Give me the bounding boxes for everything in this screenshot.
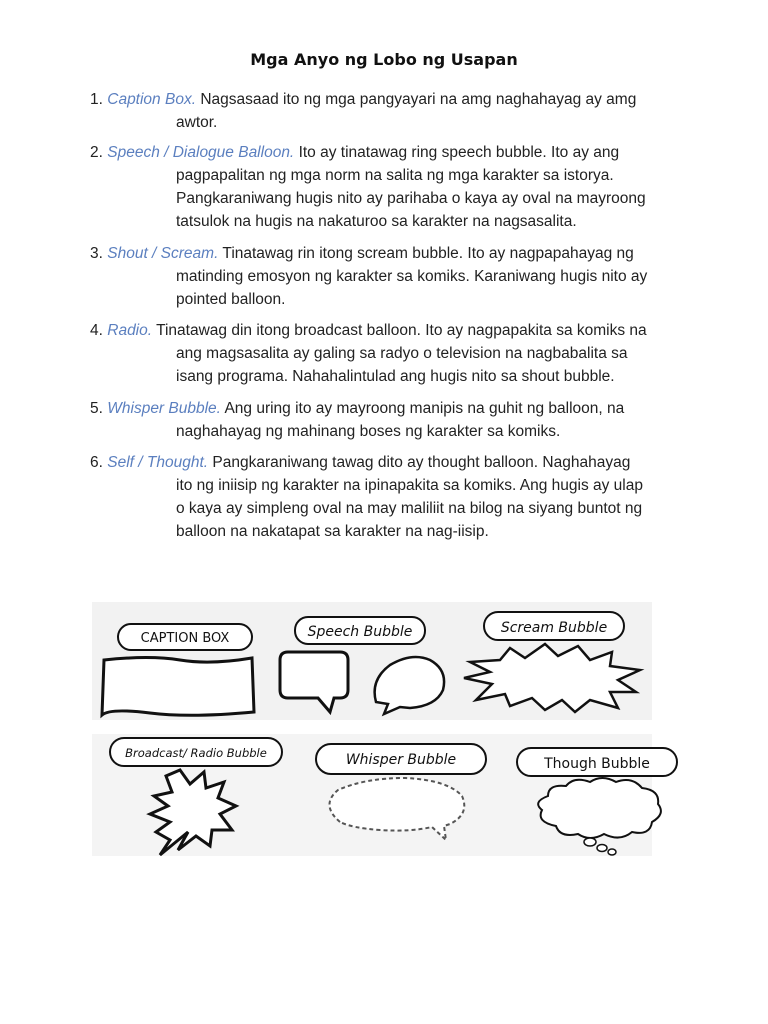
thought-bubble-label: Though Bubble — [544, 756, 650, 772]
item-term: Caption Box. — [107, 91, 196, 108]
item-text: Tinatawag din itong broadcast balloon. Ito ay nagpapakita sa komiks na — [156, 322, 647, 339]
item-text: Ito ay tinatawag ring speech bubble. Ito ay ang — [298, 144, 620, 161]
item-number: 4. — [90, 322, 103, 339]
item-continuation: ito ng iniisip ng karakter na ipinapakita sa komiks. Ang hugis ay ulap — [176, 477, 643, 494]
item-continuation: pointed balloon. — [176, 291, 286, 308]
list-item — [90, 88, 710, 134]
caption-box-example — [102, 624, 254, 715]
item-term: Whisper Bubble. — [107, 400, 221, 417]
item-continuation: isang programa. Nahahalintulad ang hugis nito sa shout bubble. — [176, 368, 615, 385]
item-text: Ang uring ito ay mayroong manipis na guhit ng balloon, na — [224, 400, 625, 417]
speech-bubble-label: Speech Bubble — [307, 624, 413, 640]
item-number: 1. — [90, 91, 103, 108]
item-text: Tinatawag rin itong scream bubble. Ito ay nagpapahayag ng — [222, 245, 634, 262]
item-number: 5. — [90, 400, 103, 417]
item-continuation: ang magsasalita ay galing sa radyo o television na nagbabalita sa — [176, 345, 628, 362]
item-continuation: matinding emosyon ng karakter sa komiks. Karaniwang hugis nito ay — [176, 268, 648, 285]
list-item — [90, 242, 710, 311]
item-continuation: tatsulok na hugis na nakaturoo sa karakter na nagsasalita. — [176, 213, 577, 230]
item-continuation: naghahayag ng mahinang boses ng karakter sa komiks. — [176, 423, 561, 440]
list-item — [90, 397, 710, 443]
item-number: 3. — [90, 245, 103, 262]
item-term: Speech / Dialogue Balloon. — [107, 144, 295, 161]
whisper-bubble-label: Whisper Bubble — [345, 752, 457, 768]
balloon-types-figure — [0, 600, 768, 860]
item-continuation: pagpapalitan ng mga norm na salita ng mga karakter sa istorya. — [176, 167, 614, 184]
item-continuation: Pangkaraniwang hugis nito ay parihaba o kaya ay oval na mayroong — [176, 190, 646, 207]
item-continuation: o kaya ay simpleng oval na may maliliit na bilog na siyang buntot ng — [176, 500, 643, 517]
page-title: Mga Anyo ng Lobo ng Usapan — [250, 50, 518, 69]
item-number: 2. — [90, 144, 103, 161]
item-term: Radio. — [107, 322, 153, 339]
item-text: Nagsasaad ito ng mga pangyayari na amg naghahayag ay amg — [200, 91, 637, 108]
item-term: Shout / Scream. — [107, 245, 219, 262]
list-item — [90, 451, 710, 543]
item-text: Pangkaraniwang tawag dito ay thought balloon. Naghahayag — [212, 454, 631, 471]
caption-box-label: CAPTION BOX — [140, 631, 230, 646]
list-item — [90, 141, 710, 233]
list-item — [90, 319, 710, 388]
item-continuation: balloon na nakatapat sa karakter na nag-iisip. — [176, 523, 489, 540]
item-number: 6. — [90, 454, 103, 471]
item-term: Self / Thought. — [107, 454, 209, 471]
radio-bubble-label: Broadcast/ Radio Bubble — [125, 746, 267, 760]
scream-bubble-label: Scream Bubble — [500, 620, 608, 636]
item-continuation: awtor. — [176, 114, 218, 131]
